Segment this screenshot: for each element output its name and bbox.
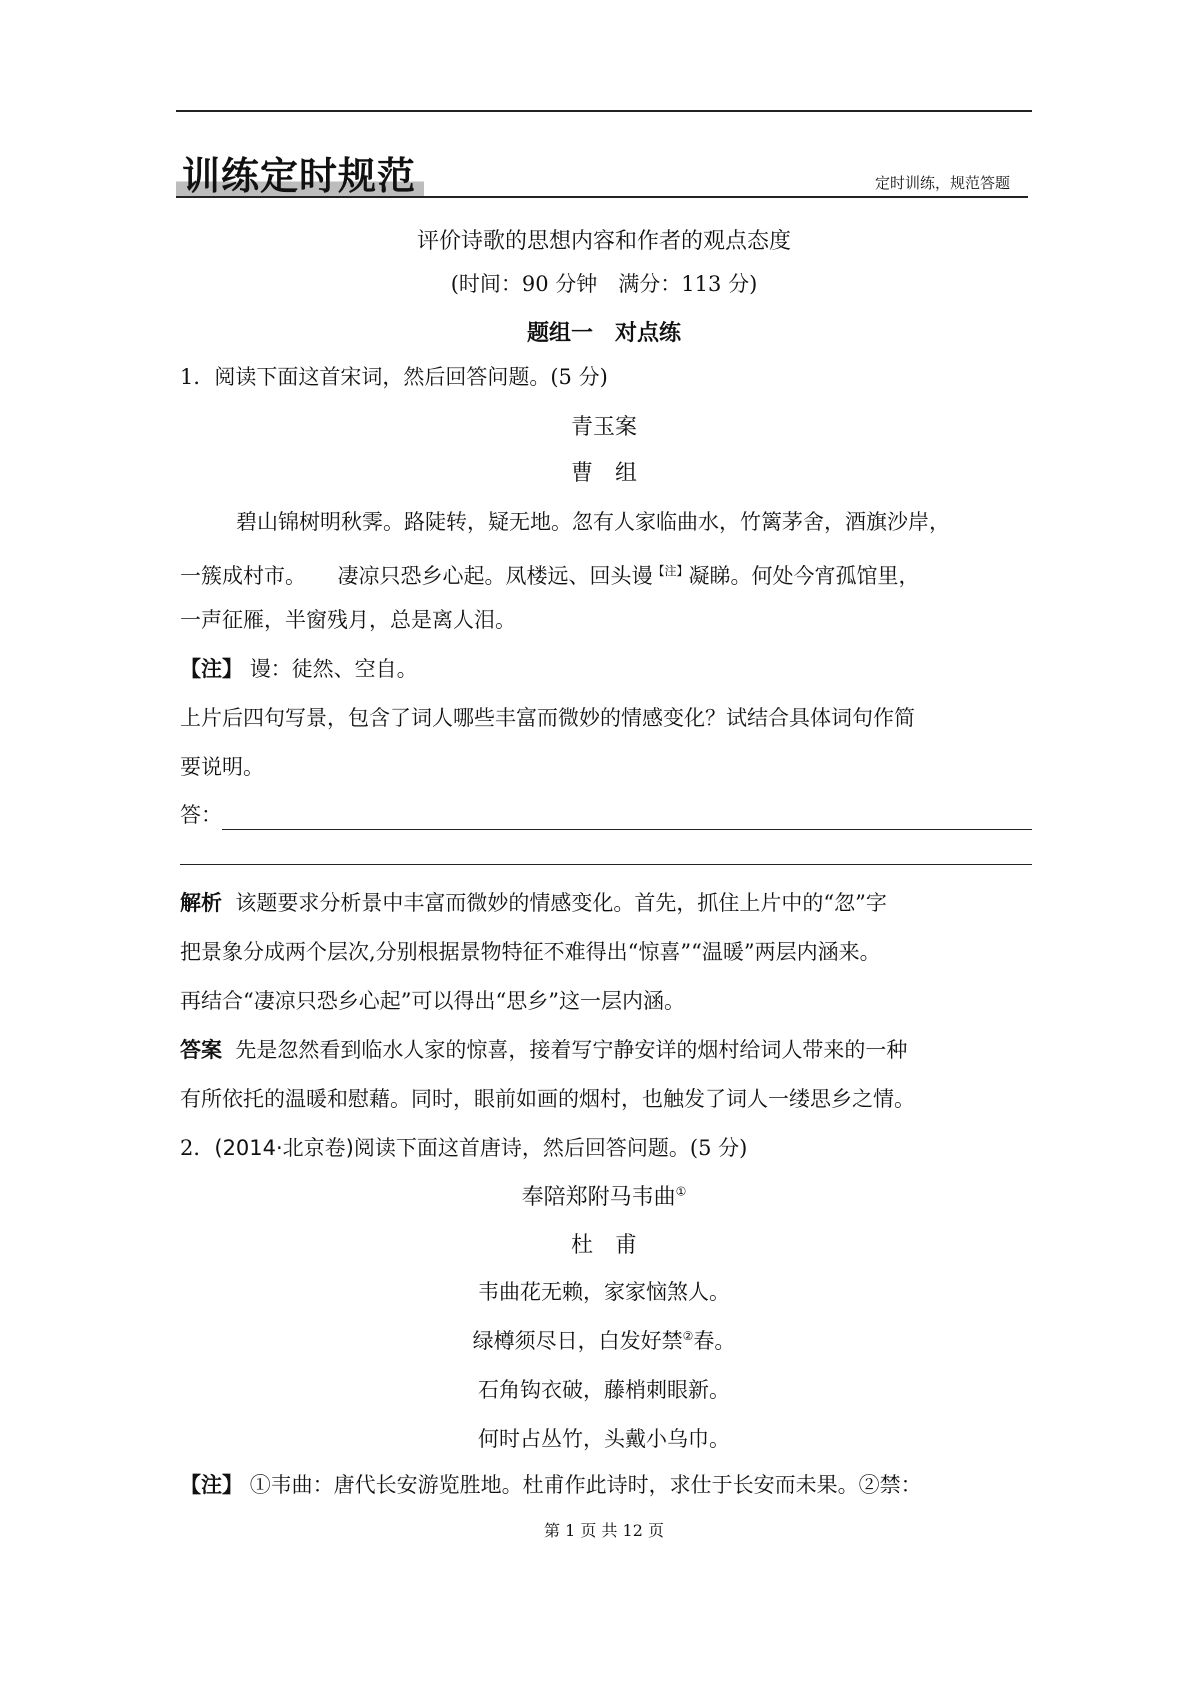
q1-analysis-line-2: 把景象分成两个层次,分别根据景物特征不难得出“惊喜”“温暖”两层内涵来。	[180, 940, 881, 964]
q1-question-line-1: 上片后四句写景，包含了词人哪些丰富而微妙的情感变化？试结合具体词句作简	[180, 706, 915, 730]
banner-rule	[176, 196, 1028, 198]
q2-prompt	[180, 1133, 1032, 1163]
section-banner: 训练定时规范	[176, 154, 424, 198]
q2-prompt-number: 2．	[180, 1136, 215, 1160]
q1-poem-line-2	[180, 556, 1032, 591]
q1-poem-line-1: 碧山锦树明秋霁。路陡转，疑无地。忽有人家临曲水，竹篱茅舍，酒旗沙岸，	[236, 510, 950, 534]
group-title: 题组一 对点练	[526, 321, 681, 346]
q1-answer-blank-2[interactable]	[180, 840, 1032, 865]
q1-answer-key-line-1	[180, 1035, 1032, 1065]
q1-note-text: 谩：徒然、空自。	[249, 657, 418, 681]
q1-answer-key-label: 答案	[180, 1038, 222, 1062]
q2-poem-line-2	[176, 1325, 1032, 1355]
q1-prompt: 1．阅读下面这首宋词，然后回答问题。(5 分)	[180, 365, 608, 389]
q1-answer-row	[180, 800, 1032, 830]
q2-poem-line-2-a: 绿樽须尽日，白发好禁	[472, 1329, 683, 1353]
q2-note-text: ①韦曲：唐代长安游览胜地。杜甫作此诗时，求仕于长安而未果。②禁：	[249, 1473, 922, 1497]
q2-poem-line-2-b: 春。	[693, 1329, 736, 1353]
q1-note-sup: 【注】	[652, 564, 689, 578]
q1-poem-line-2-a: 一簇成村市。 凄凉只恐乡心起。凤楼远、回头谩	[180, 564, 653, 588]
q2-poem-title	[176, 1180, 1032, 1211]
q2-note	[180, 1470, 1032, 1500]
banner-tagline: 定时训练，规范答题	[874, 174, 1010, 192]
page-title: 评价诗歌的思想内容和作者的观点态度	[416, 229, 791, 254]
q2-poem-author: 杜 甫	[570, 1233, 637, 1258]
q1-answer-blank-1[interactable]	[222, 805, 1032, 830]
q1-analysis-label: 解析	[180, 891, 222, 915]
q1-question-line-2: 要说明。	[180, 755, 264, 779]
q1-poem-author: 曹 组	[570, 461, 637, 486]
q1-note	[180, 654, 1032, 684]
q1-analysis-line-3: 再结合“凄凉只恐乡心起”可以得出“思乡”这一层内涵。	[180, 989, 685, 1013]
q1-answer-key-line-2: 有所依托的温暖和慰藉。同时，眼前如画的烟村，也触发了词人一缕思乡之情。	[180, 1087, 915, 1111]
time-info: (时间：90 分钟 满分：113 分)	[450, 272, 758, 296]
q2-prompt-text: 阅读下面这首唐诗，然后回答问题。(5 分)	[353, 1136, 748, 1160]
q1-analysis-line-1	[180, 888, 1032, 918]
q1-poem-line-2-b: 凝睇。何处今宵孤馆里，	[688, 564, 920, 588]
q2-line2-sup: ②	[682, 1329, 694, 1343]
q2-title-sup: ①	[675, 1184, 687, 1199]
page-footer: 第 1 页 共 12 页	[544, 1521, 664, 1540]
q2-prompt-source: (2014·北京卷)	[214, 1136, 354, 1160]
q1-answer-label: 答：	[180, 803, 222, 827]
q2-poem-line-1: 韦曲花无赖，家家恼煞人。	[478, 1280, 730, 1304]
q2-poem-line-4: 何时占丛竹，头戴小乌巾。	[478, 1427, 730, 1451]
q1-poem-title: 青玉案	[570, 415, 637, 440]
q1-note-mark: 【注】	[180, 657, 243, 681]
q2-poem-line-3: 石角钩衣破，藤梢刺眼新。	[478, 1378, 730, 1402]
top-rule	[176, 110, 1032, 112]
q1-answer-key-text-1: 先是忽然看到临水人家的惊喜，接着写宁静安详的烟村给词人带来的一种	[235, 1038, 908, 1062]
q2-poem-title-text: 奉陪郑附马韦曲	[521, 1185, 676, 1210]
q1-poem-line-3: 一声征雁，半窗残月，总是离人泪。	[180, 608, 516, 632]
q1-analysis-text-1: 该题要求分析景中丰富而微妙的情感变化。首先，抓住上片中的“忽”字	[235, 891, 887, 915]
q2-note-mark: 【注】	[180, 1473, 243, 1497]
